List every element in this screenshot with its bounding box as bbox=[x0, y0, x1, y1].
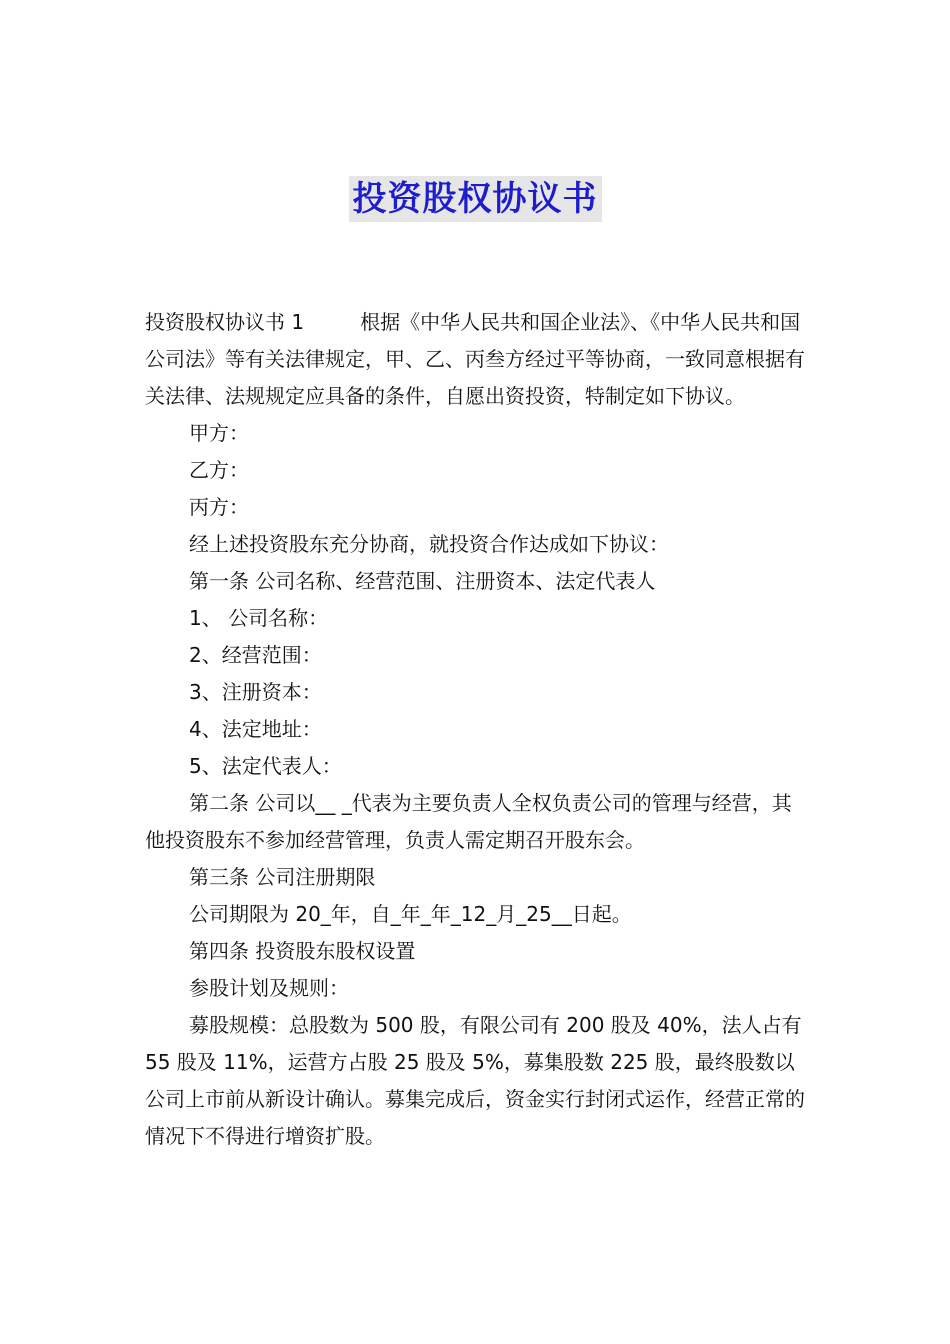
company-name-item: 1、 公司名称： bbox=[189, 606, 329, 630]
business-scope-item: 2、经营范围： bbox=[189, 643, 322, 667]
article-3-heading: 第三条 公司注册期限 bbox=[189, 865, 376, 889]
party-a-line: 甲方： bbox=[189, 421, 249, 445]
article-1-heading: 第一条 公司名称、经营范围、注册资本、法定代表人 bbox=[189, 569, 656, 593]
registered-capital-item: 3、注册资本： bbox=[189, 680, 322, 704]
article-2-paragraph: 第二条 公司以__ _代表为主要负责人全权负责公司的管理与经营，其他投资股东不参加经营管理，负责人需定期召开股东会。 bbox=[145, 791, 792, 852]
party-b-line: 乙方： bbox=[189, 458, 249, 482]
intro-paragraph bbox=[145, 304, 810, 415]
agreement-lead: 经上述投资股东充分协商，就投资合作达成如下协议： bbox=[189, 532, 669, 556]
party-c-line: 丙方： bbox=[189, 495, 249, 519]
legal-address-item: 4、法定地址： bbox=[189, 717, 322, 741]
intro-prefix: 投资股权协议书 1 bbox=[145, 310, 305, 334]
document-title: 投资股权协议书 bbox=[349, 176, 602, 222]
share-plan-heading: 参股计划及规则： bbox=[189, 976, 349, 1000]
document-body bbox=[145, 304, 810, 1155]
intro-text: 根据《中华人民共和国企业法》、《中华人民共和国公司法》等有关法律规定，甲、乙、丙叁方经过平等协商，一致同意根据有关法律、法规规定应具备的条件，自愿出资投资，特制定如下协议。 bbox=[145, 310, 805, 408]
title-block bbox=[0, 176, 950, 222]
company-term-line: 公司期限为 20_年，自_年_年_12_月_25__日起。 bbox=[189, 902, 632, 926]
share-scale-paragraph: 募股规模：总股数为 500 股，有限公司有 200 股及 40%，法人占有 55 股及 11%，运营方占股 25 股及 5%，募集股数 225 股，最终股数以公司上市前从新设计确认。募集完成后，资金实行封闭式运作，经营正常的情况下不得进行增资扩股。 bbox=[145, 1013, 805, 1148]
article-4-heading: 第四条 投资股东股权设置 bbox=[189, 939, 416, 963]
legal-representative-item: 5、法定代表人： bbox=[189, 754, 342, 778]
